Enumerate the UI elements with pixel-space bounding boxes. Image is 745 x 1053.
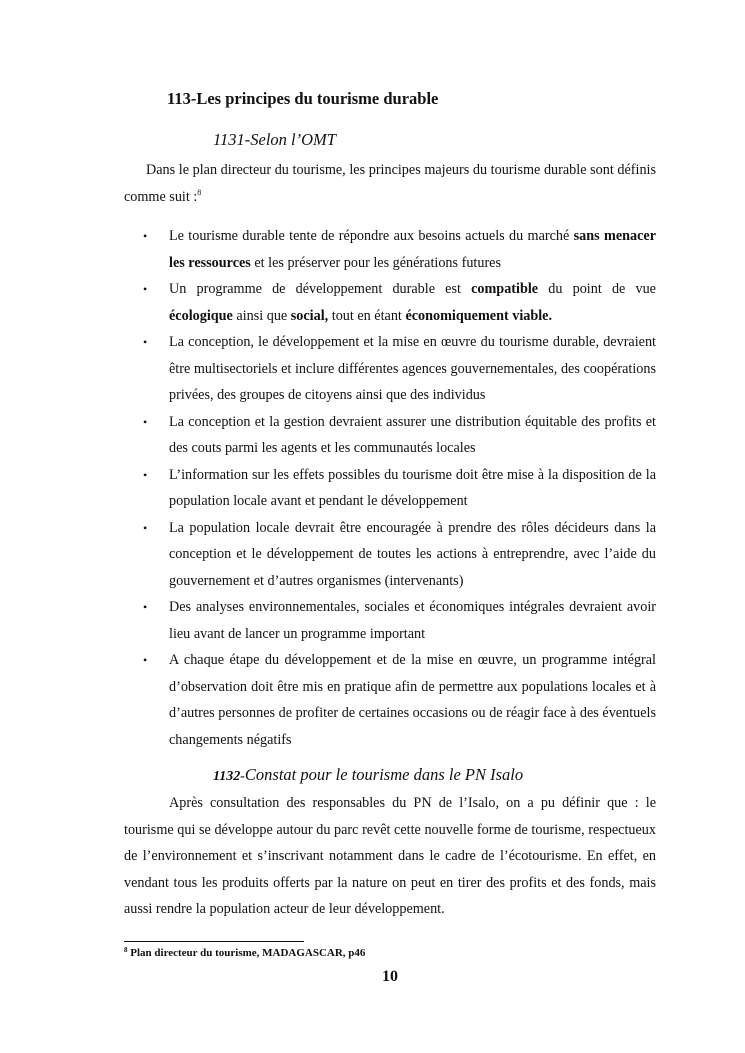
list-item-text: L’information sur les effets possibles du tourisme doit être mise à la disposition de la population locale avant et pendant le développement: [169, 466, 656, 509]
bullet-icon: •: [143, 335, 148, 349]
list-item-text: A chaque étape du développement et de la mise en œuvre, un programme intégral d’observation doit être mis en pratique afin de permettre aux populations locales et à d’autres personnes de profiter de certaines occasions ou de réagir face à des éventuels changements négatifs: [169, 652, 656, 748]
bullet-icon: •: [143, 653, 148, 667]
list-item-text: ainsi que: [232, 307, 291, 324]
list-item: [143, 462, 656, 515]
list-item: [143, 409, 656, 462]
list-item-text: Un programme de développement durable est: [169, 281, 472, 297]
list-item-text: La conception, le développement et la mise en œuvre du tourisme durable, devraient être multisectoriels et inclure différentes agences gouvernementales, des coopérations privées, des groupes de citoyens ainsi que des individus: [169, 334, 656, 403]
list-item-emphasis: compatible: [471, 281, 539, 297]
bullet-icon: •: [143, 467, 148, 482]
intro-text: Dans le plan directeur du tourisme, les principes majeurs du tourisme durable sont définis comme suit :: [124, 162, 656, 205]
bullet-icon: •: [143, 282, 148, 296]
footnote-text: Plan directeur du tourisme, MADAGASCAR, p46: [127, 947, 366, 959]
footnote: [124, 947, 365, 959]
list-item-emphasis: économiquement viable.: [405, 307, 553, 324]
bullet-icon: •: [143, 229, 148, 243]
section-heading: 113-Les principes du tourisme durable: [167, 89, 439, 108]
list-item-text: La population locale devrait être encouragée à prendre des rôles décideurs dans la conception et le développement de toutes les actions à entreprendre, avec l’aide du gouvernement et d’autres organismes (intervenants): [169, 519, 656, 589]
footnote-number: 8: [124, 946, 128, 954]
footnote-divider: [124, 941, 304, 942]
isalo-paragraph-text: Après consultation des responsables du PN de l’Isalo, on a pu définir que : le tourisme qui se développe autour du parc revêt cette nouvelle forme de tourisme, respectueux de l’environnement et s’inscrivant notamment dans le cadre de l’écotourisme. En effet, en vendant tous les produits offerts par la nature on peut en tirer des profits et des fonds, mais aussi rendre la population acteur de leur développement.: [124, 795, 656, 917]
list-item: [143, 647, 656, 753]
list-item-text: et les préserver pour les générations futures: [250, 254, 501, 271]
isalo-paragraph: [124, 790, 656, 923]
intro-paragraph: [124, 157, 656, 210]
list-item-text: tout en étant: [328, 307, 406, 324]
bullet-icon: •: [143, 520, 148, 535]
list-item-emphasis: sans menacer les ressources: [169, 228, 656, 271]
subsection-heading-omt: 1131-Selon l’OMT: [213, 130, 336, 149]
list-item: [143, 329, 656, 409]
list-item-text: du point de vue: [538, 281, 656, 297]
subsection-title: Constat pour le tourisme dans le PN Isalo: [244, 765, 524, 784]
page-number: 10: [382, 968, 398, 985]
list-item-emphasis: social,: [290, 307, 329, 324]
subsection-heading-isalo: [213, 765, 523, 785]
bullet-icon: •: [143, 600, 148, 614]
list-item-text: Des analyses environnementales, sociales et économiques intégrales devraient avoir lieu avant de lancer un programme important: [169, 599, 656, 642]
list-item-text: Le tourisme durable tente de répondre aux besoins actuels du marché: [169, 228, 574, 244]
list-item-text: La conception et la gestion devraient assurer une distribution équitable des profits et des couts parmi les agents et les communautés locales: [169, 413, 656, 456]
bullet-icon: •: [143, 414, 148, 429]
list-item: [143, 515, 656, 595]
list-item-emphasis: écologique: [169, 307, 233, 324]
footnote-reference: 8: [197, 187, 202, 197]
list-item: [143, 276, 656, 329]
subsection-number: 1132-: [213, 769, 245, 784]
list-item: [143, 223, 656, 276]
principles-list: [143, 223, 656, 753]
list-item: [143, 594, 656, 647]
